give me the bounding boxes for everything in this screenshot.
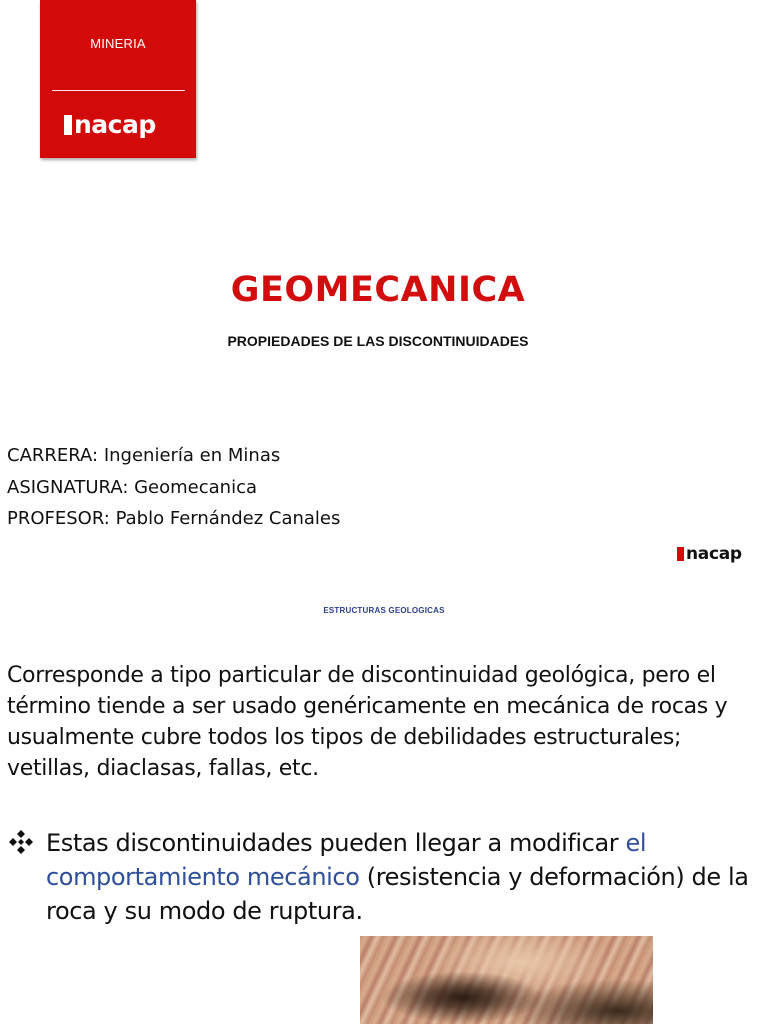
- brand-banner: [40, 0, 196, 158]
- corner-logo-text: nacap: [686, 544, 742, 564]
- page-subtitle: PROPIEDADES DE LAS DISCONTINUIDADES: [227, 333, 529, 349]
- logo-mark-icon: [677, 547, 684, 561]
- bullet-text-end: (resistencia y deformación) de la roca y su modo de ruptura.: [46, 863, 749, 925]
- bullet-text: [46, 826, 760, 928]
- logo-text: nacap: [74, 110, 156, 139]
- page-title: GEOMECANICA: [230, 270, 526, 310]
- bullet-highlight: el comportamiento mecánico: [46, 829, 647, 891]
- bullet-text-start: Estas discontinuidades pueden llegar a modificar: [46, 829, 626, 857]
- body-paragraph: Corresponde a tipo particular de discontinuidad geológica, pero el término tiende a ser usado genéricamente en mecánica de rocas y usualmente cubre todos los tipos de debilidades estructurales; vetillas, diaclasas, fallas, etc.: [7, 663, 728, 781]
- bullet-item: [8, 826, 760, 928]
- corner-inacap-logo: [677, 544, 742, 564]
- info-line-carrera: CARRERA: Ingeniería en Minas: [7, 445, 281, 466]
- rock-photo: [360, 936, 653, 1024]
- diamond-bullet-icon: [8, 829, 34, 855]
- logo-mark-icon: [64, 115, 72, 135]
- banner-divider: [52, 90, 185, 91]
- info-line-asignatura: ASIGNATURA: Geomecanica: [7, 476, 258, 498]
- banner-label: MINERIA: [90, 36, 146, 51]
- info-line-profesor: PROFESOR: Pablo Fernández Canales: [7, 508, 341, 529]
- section-heading: ESTRUCTURAS GEOLOGICAS: [323, 606, 445, 615]
- course-info: [7, 440, 340, 535]
- inacap-logo: [64, 110, 156, 139]
